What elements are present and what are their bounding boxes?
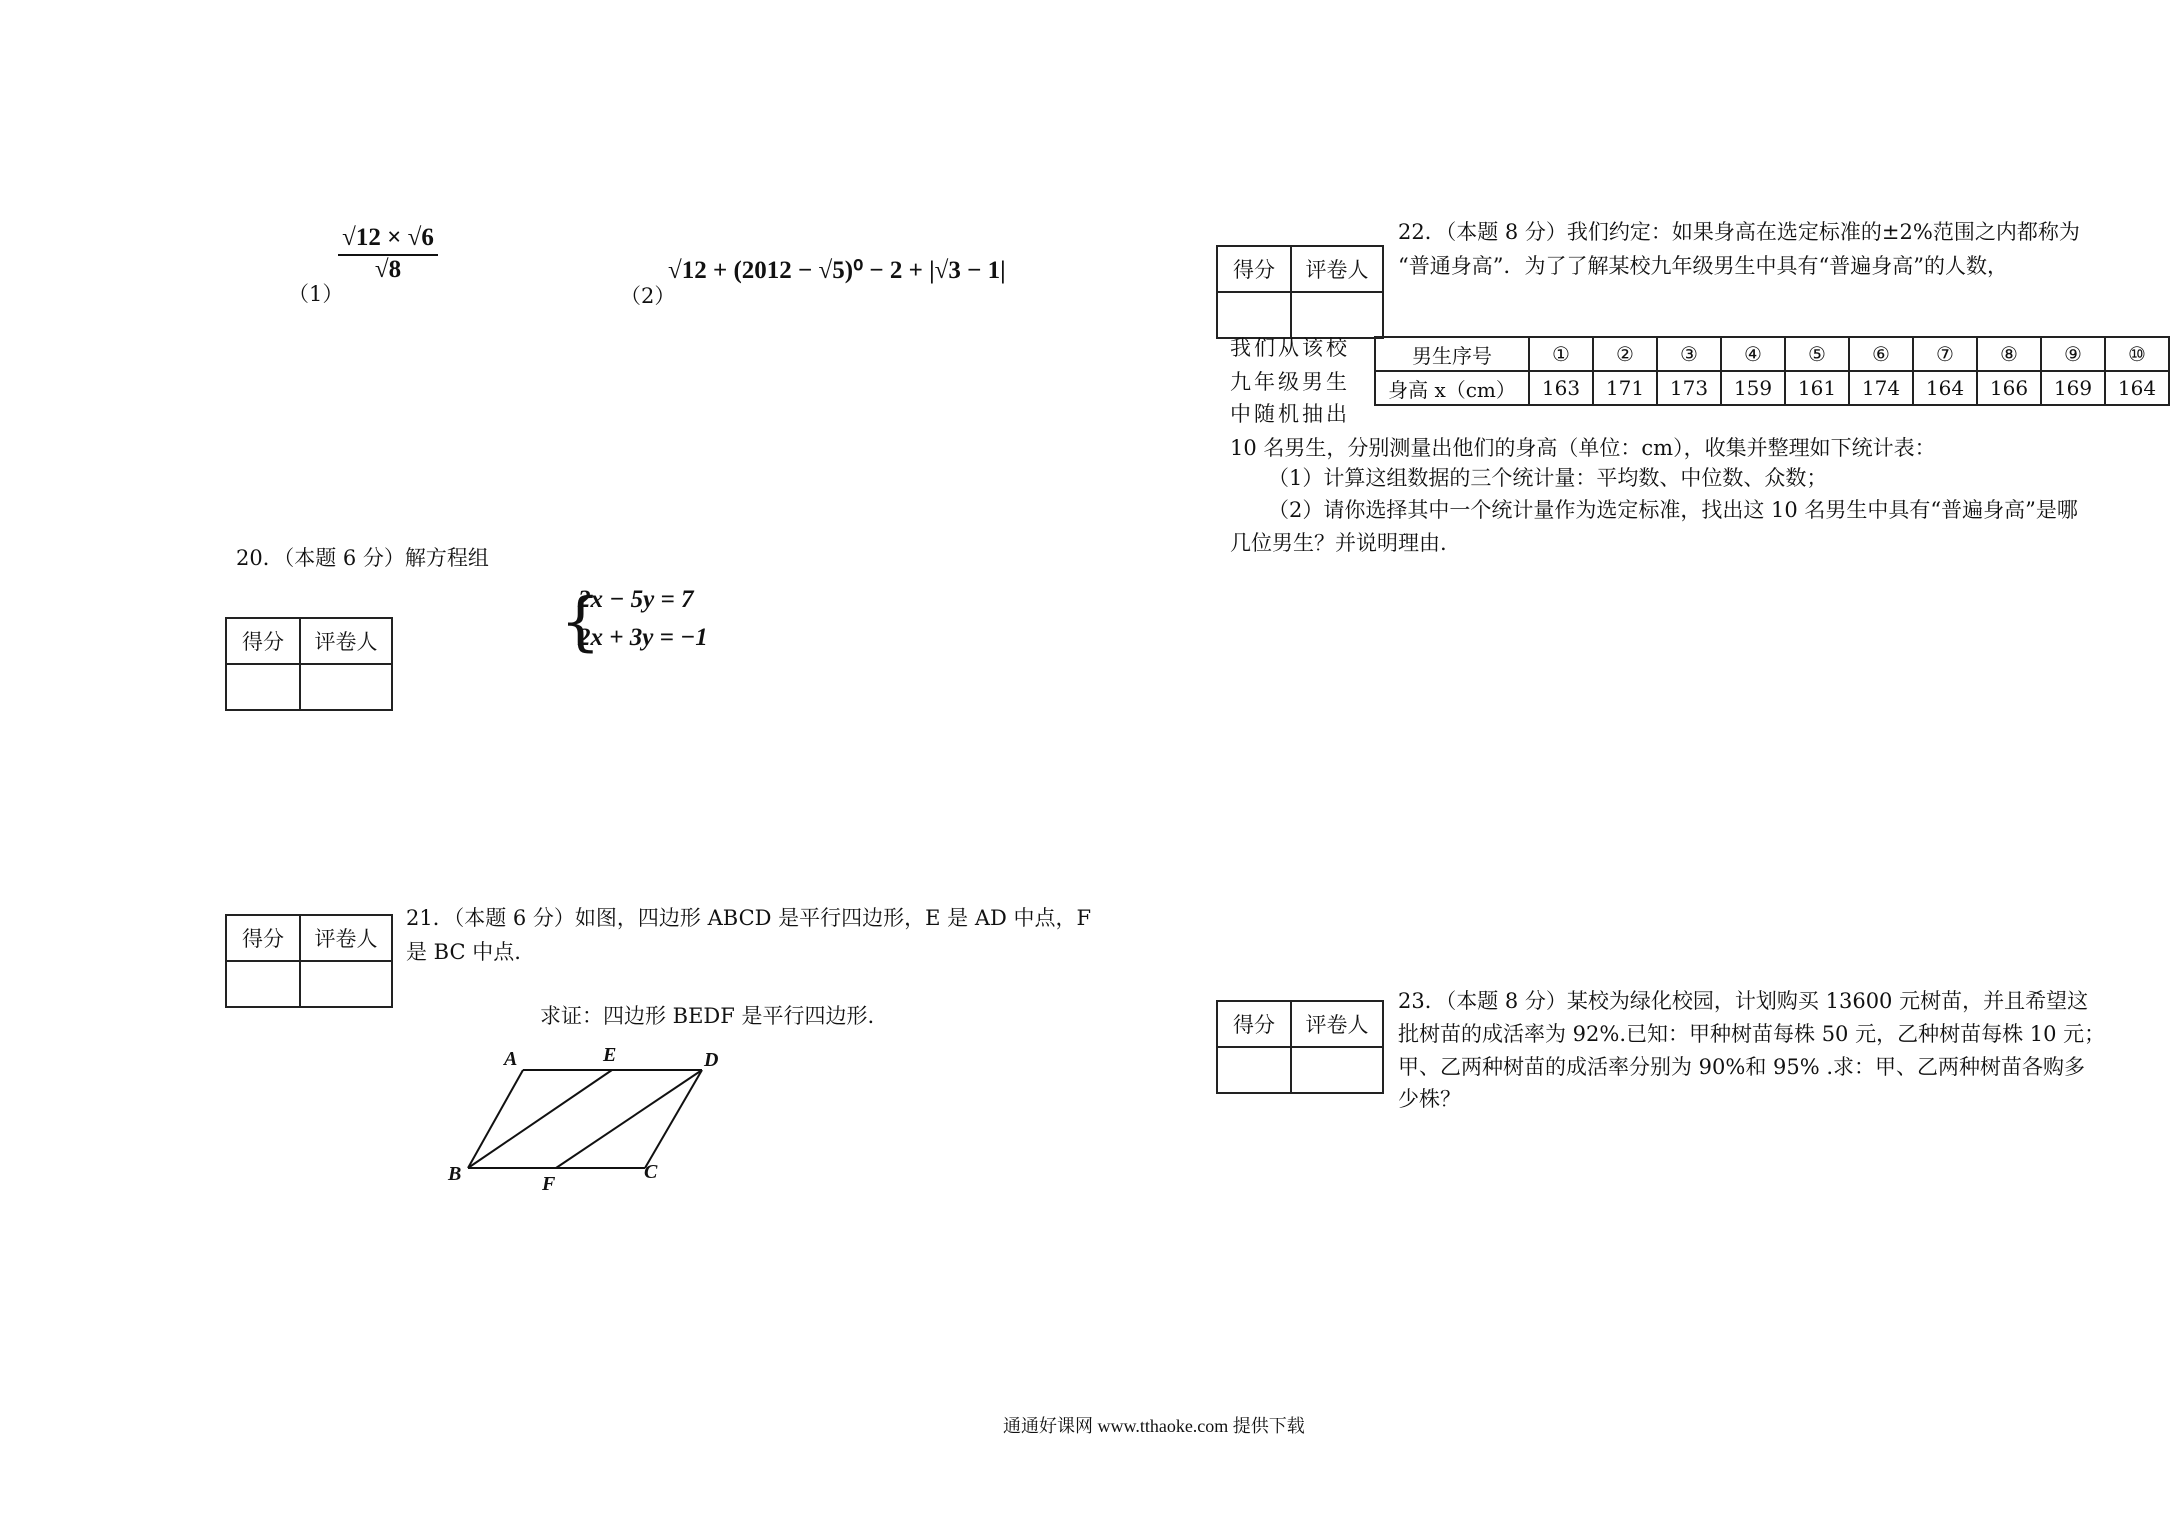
page-footer: 通通好课网 www.tthaoke.com 提供下载 bbox=[1003, 1416, 1305, 1436]
q22-line3: 10 名男生，分别测量出他们的身高（单位：cm），收集并整理如下统计表： bbox=[1230, 436, 1936, 460]
height-cell: 169 bbox=[2041, 371, 2105, 405]
side-dc bbox=[645, 1070, 702, 1168]
segment-be bbox=[468, 1070, 612, 1168]
grader-label: 评卷人 bbox=[300, 915, 392, 961]
table-header-height: 身高 x（cm） bbox=[1375, 371, 1529, 405]
q22-sub1: （1）计算这组数据的三个统计量：平均数、中位数、众数； bbox=[1268, 466, 1828, 490]
id-cell: ⑨ bbox=[2041, 337, 2105, 371]
q19-part1-denominator: √8 bbox=[374, 256, 402, 283]
table-row bbox=[1375, 337, 2169, 371]
q21-prove: 求证：四边形 BEDF 是平行四边形. bbox=[540, 1004, 875, 1028]
grader-label: 评卷人 bbox=[300, 618, 392, 664]
label-f: F bbox=[542, 1173, 556, 1195]
segment-fd bbox=[556, 1070, 702, 1168]
height-cell: 159 bbox=[1721, 371, 1785, 405]
q23-line1: 23．（本题 8 分）某校为绿化校园，计划购买 13600 元树苗，并且希望这 bbox=[1398, 989, 2089, 1013]
label-e: E bbox=[603, 1044, 617, 1066]
q23-line4: 少株？ bbox=[1398, 1087, 1461, 1111]
id-cell: ③ bbox=[1657, 337, 1721, 371]
id-cell: ① bbox=[1529, 337, 1593, 371]
q21-line1: 21．（本题 6 分）如图，四边形 ABCD 是平行四边形，E 是 AD 中点，F bbox=[406, 906, 1092, 930]
id-cell: ⑤ bbox=[1785, 337, 1849, 371]
q22-score-box bbox=[1216, 245, 1384, 339]
q22-sub2b: 几位男生？并说明理由. bbox=[1230, 531, 1447, 555]
label-a: A bbox=[504, 1048, 518, 1070]
q22-line1: 22．（本题 8 分）我们约定：如果身高在选定标准的±2%范围之内都称为 bbox=[1398, 220, 2080, 244]
side-ab bbox=[468, 1070, 523, 1168]
q22-side1: 我们从该校 bbox=[1230, 336, 1350, 360]
grader-cell[interactable] bbox=[1291, 1047, 1383, 1093]
q22-sub2: （2）请你选择其中一个统计量作为选定标准，找出这 10 名男生中具有“普遍身高”是哪 bbox=[1268, 498, 2078, 522]
height-cell: 173 bbox=[1657, 371, 1721, 405]
label-c: C bbox=[644, 1161, 658, 1183]
score-cell[interactable] bbox=[226, 664, 300, 710]
grader-cell[interactable] bbox=[300, 664, 392, 710]
q19-part2-expression: √12 + (2012 − √5)⁰ − 2 + |√3 − 1| bbox=[668, 257, 1006, 284]
height-cell: 161 bbox=[1785, 371, 1849, 405]
q23-score-box bbox=[1216, 1000, 1384, 1094]
q20-score-box bbox=[225, 617, 393, 711]
q20-eq2: 2x + 3y = −1 bbox=[578, 624, 708, 651]
q19-part1-fraction bbox=[338, 224, 438, 284]
score-cell[interactable] bbox=[1217, 1047, 1291, 1093]
id-cell: ⑧ bbox=[1977, 337, 2041, 371]
height-cell: 163 bbox=[1529, 371, 1593, 405]
score-label: 得分 bbox=[1217, 1001, 1291, 1047]
q22-line2: “普通身高”．为了了解某校九年级男生中具有“普遍身高”的人数， bbox=[1398, 254, 2008, 278]
label-d: D bbox=[704, 1049, 719, 1071]
id-cell: ⑩ bbox=[2105, 337, 2169, 371]
grader-cell[interactable] bbox=[300, 961, 392, 1007]
grader-label: 评卷人 bbox=[1291, 246, 1383, 292]
q23-line2: 批树苗的成活率为 92%.已知：甲种树苗每株 50 元，乙种树苗每株 10 元； bbox=[1398, 1022, 2106, 1046]
q21-line2: 是 BC 中点. bbox=[406, 940, 521, 964]
q19-part1-numerator: √12 × √6 bbox=[338, 224, 438, 256]
id-cell: ④ bbox=[1721, 337, 1785, 371]
q22-side3: 中随机抽出 bbox=[1230, 402, 1350, 426]
score-label: 得分 bbox=[226, 618, 300, 664]
table-row bbox=[1375, 371, 2169, 405]
table-header-id: 男生序号 bbox=[1375, 337, 1529, 371]
score-label: 得分 bbox=[226, 915, 300, 961]
id-cell: ② bbox=[1593, 337, 1657, 371]
score-cell[interactable] bbox=[226, 961, 300, 1007]
q22-side2: 九年级男生 bbox=[1230, 370, 1350, 394]
parallelogram-diagram bbox=[440, 1040, 740, 1200]
score-label: 得分 bbox=[1217, 246, 1291, 292]
id-cell: ⑥ bbox=[1849, 337, 1913, 371]
height-cell: 164 bbox=[2105, 371, 2169, 405]
label-b: B bbox=[448, 1163, 462, 1185]
q19-part1-label: （1） bbox=[288, 282, 344, 306]
height-cell: 166 bbox=[1977, 371, 2041, 405]
brace-icon: { bbox=[560, 585, 601, 659]
height-cell: 174 bbox=[1849, 371, 1913, 405]
grader-label: 评卷人 bbox=[1291, 1001, 1383, 1047]
height-cell: 171 bbox=[1593, 371, 1657, 405]
q19-part2-label: （2） bbox=[620, 284, 676, 308]
q20-eq1: 2x − 5y = 7 bbox=[578, 586, 694, 613]
id-cell: ⑦ bbox=[1913, 337, 1977, 371]
height-cell: 164 bbox=[1913, 371, 1977, 405]
height-table bbox=[1374, 336, 2170, 406]
q20-title: 20．（本题 6 分）解方程组 bbox=[236, 546, 489, 570]
q23-line3: 甲、乙两种树苗的成活率分别为 90%和 95% .求：甲、乙两种树苗各购多 bbox=[1398, 1055, 2086, 1079]
q21-score-box bbox=[225, 914, 393, 1008]
